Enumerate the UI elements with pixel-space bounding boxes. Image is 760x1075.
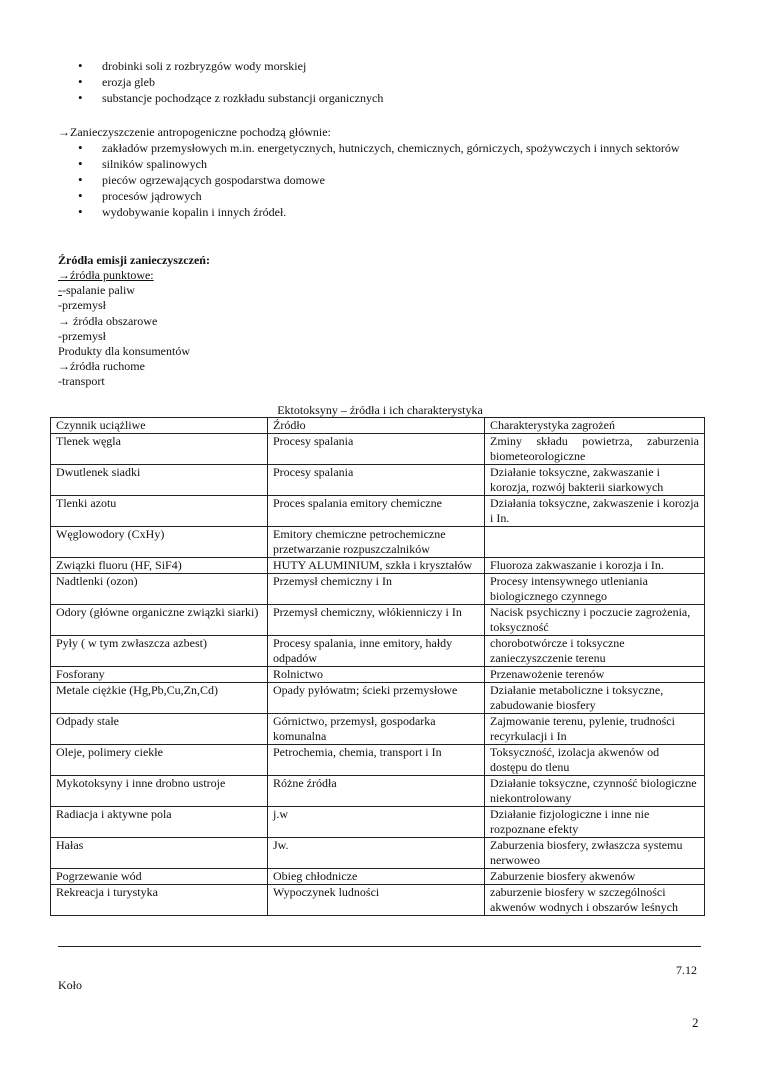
table-cell: Nadtlenki (ozon): [51, 574, 268, 605]
table-cell: [485, 527, 705, 558]
table-cell: Fluoroza zakwaszanie i korozja i In.: [485, 558, 705, 574]
table-row: [51, 574, 705, 605]
table-row: [51, 838, 705, 869]
table-cell: chorobotwórcze i toksyczne zanieczyszczenie terenu: [485, 636, 705, 667]
footer-left-text: Koło: [58, 978, 82, 992]
list-item: • wydobywanie kopalin i innych źródeł.: [80, 204, 701, 220]
table-row: [51, 745, 705, 776]
emission-item: --spalanie paliw: [58, 283, 135, 297]
table-cell: Jw.: [268, 838, 485, 869]
anthropogenic-heading: →Zanieczyszczenie antropogeniczne pochodzą głównie:: [58, 125, 331, 139]
table-cell: Przenawożenie terenów: [485, 667, 705, 683]
emission-heading: Źródła emisji zanieczyszczeń:: [58, 253, 210, 267]
table-cell: Mykotoksyny i inne drobno ustroje: [51, 776, 268, 807]
table-cell: Procesy spalania: [268, 434, 485, 465]
table-row: [51, 869, 705, 885]
table-cell: Tlenek węgla: [51, 434, 268, 465]
table-cell: Działanie fizjologiczne i inne nie rozpoznane efekty: [485, 807, 705, 838]
table-row: [51, 636, 705, 667]
table-cell: Pogrzewanie wód: [51, 869, 268, 885]
list-item: • drobinki soli z rozbryzgów wody morskiej: [80, 58, 700, 74]
table-cell: Zminy składu powietrza, zaburzenia biometeorologiczne: [485, 434, 705, 465]
list-item: • zakładów przemysłowych m.in. energetycznych, hutniczych, chemicznych, górniczych, spożywczych i innych sektorów: [80, 140, 701, 156]
list-item: • erozja gleb: [80, 74, 700, 90]
column-header: Źródło: [268, 418, 485, 434]
column-header: Czynnik uciążliwe: [51, 418, 268, 434]
anthropogenic-list: [80, 140, 701, 220]
table-cell: Radiacja i aktywne pola: [51, 807, 268, 838]
table-row: [51, 667, 705, 683]
table-cell: Proces spalania emitory chemiczne: [268, 496, 485, 527]
table-row: [51, 714, 705, 745]
page-number: 2: [692, 1015, 699, 1030]
arrow-right-icon: →: [58, 359, 70, 373]
table-cell: Fosforany: [51, 667, 268, 683]
table-row: [51, 885, 705, 916]
table-cell: Odory (główne organiczne związki siarki): [51, 605, 268, 636]
table-cell: Oleje, polimery ciekłe: [51, 745, 268, 776]
emission-item: -transport: [58, 374, 105, 388]
arrow-right-icon: →: [58, 314, 70, 328]
natural-sources-list: [80, 58, 700, 106]
ektotoxins-table: [50, 417, 705, 916]
arrow-right-icon: →: [58, 268, 70, 282]
table-cell: Przemysł chemiczny i In: [268, 574, 485, 605]
footer-divider: [58, 946, 701, 947]
table-cell: Rolnictwo: [268, 667, 485, 683]
table-cell: Węglowodory (CxHy): [51, 527, 268, 558]
table-cell: Działania toksyczne, zakwaszenie i korozja i In.: [485, 496, 705, 527]
table-cell: Rekreacja i turystyka: [51, 885, 268, 916]
table-cell: Odpady stałe: [51, 714, 268, 745]
table-cell: Związki fluoru (HF, SiF4): [51, 558, 268, 574]
mobile-sources-label: →źródła ruchome: [58, 359, 145, 373]
emission-item: Produkty dla konsumentów: [58, 344, 190, 358]
table-row: [51, 496, 705, 527]
table-cell: Działanie metaboliczne i toksyczne, zabudowanie biosfery: [485, 683, 705, 714]
table-cell: zaburzenie biosfery w szczególności akwenów wodnych i obszarów leśnych: [485, 885, 705, 916]
table-cell: Opady pyłówatm; ścieki przemysłowe: [268, 683, 485, 714]
emission-item: -przemysł: [58, 329, 106, 343]
table-cell: Działanie toksyczne, zakwaszanie i korozja, rozwój bakterii siarkowych: [485, 465, 705, 496]
table-row: [51, 527, 705, 558]
table-cell: Dwutlenek siadki: [51, 465, 268, 496]
area-sources-label: → źródła obszarowe: [58, 314, 158, 328]
table-cell: Procesy spalania: [268, 465, 485, 496]
table-cell: Toksyczność, izolacja akwenów od dostępu do tlenu: [485, 745, 705, 776]
table-cell: Zajmowanie terenu, pylenie, trudności recyrkulacji i In: [485, 714, 705, 745]
list-item: • silników spalinowych: [80, 156, 701, 172]
table-cell: Zaburzenia biosfery, zwłaszcza systemu nerwoweo: [485, 838, 705, 869]
table-row: [51, 605, 705, 636]
table-cell: Tlenki azotu: [51, 496, 268, 527]
table-cell: Procesy intensywnego utleniania biologicznego czynnego: [485, 574, 705, 605]
table-cell: Przemysł chemiczny, włókienniczy i In: [268, 605, 485, 636]
point-sources-label: →źródła punktowe:: [58, 268, 154, 282]
table-cell: HUTY ALUMINIUM, szkła i kryształów: [268, 558, 485, 574]
column-header: Charakterystyka zagrożeń: [485, 418, 705, 434]
arrow-right-icon: →: [58, 125, 70, 139]
table-cell: Emitory chemiczne petrochemiczne przetwarzanie rozpuszczalników: [268, 527, 485, 558]
table-cell: Wypoczynek ludności: [268, 885, 485, 916]
table-cell: Różne źródła: [268, 776, 485, 807]
table-row: [51, 434, 705, 465]
list-item: • substancje pochodzące z rozkładu substancji organicznych: [80, 90, 700, 106]
table-cell: Obieg chłodnicze: [268, 869, 485, 885]
table-cell: Górnictwo, przemysł, gospodarka komunalna: [268, 714, 485, 745]
table-header-row: [51, 418, 705, 434]
table-cell: j.w: [268, 807, 485, 838]
emission-item: -przemysł: [58, 298, 106, 312]
table-cell: Metale ciężkie (Hg,Pb,Cu,Zn,Cd): [51, 683, 268, 714]
table-cell: Zaburzenie biosfery akwenów: [485, 869, 705, 885]
table-cell: Procesy spalania, inne emitory, hałdy odpadów: [268, 636, 485, 667]
list-item: • procesów jądrowych: [80, 188, 701, 204]
table-row: [51, 776, 705, 807]
table-caption: Ektotoksyny – źródła i ich charakterystyka: [277, 403, 483, 417]
table-cell: Petrochemia, chemia, transport i In: [268, 745, 485, 776]
list-item: • pieców ogrzewających gospodarstwa domowe: [80, 172, 701, 188]
table-cell: Hałas: [51, 838, 268, 869]
table-row: [51, 683, 705, 714]
table-row: [51, 807, 705, 838]
table-cell: Działanie toksyczne, czynność biologiczne niekontrolowany: [485, 776, 705, 807]
table-cell: Nacisk psychiczny i poczucie zagrożenia, toksyczność: [485, 605, 705, 636]
footer-right-text: 7.12: [676, 963, 697, 977]
table-row: [51, 558, 705, 574]
table-row: [51, 465, 705, 496]
table-cell: Pyły ( w tym zwłaszcza azbest): [51, 636, 268, 667]
